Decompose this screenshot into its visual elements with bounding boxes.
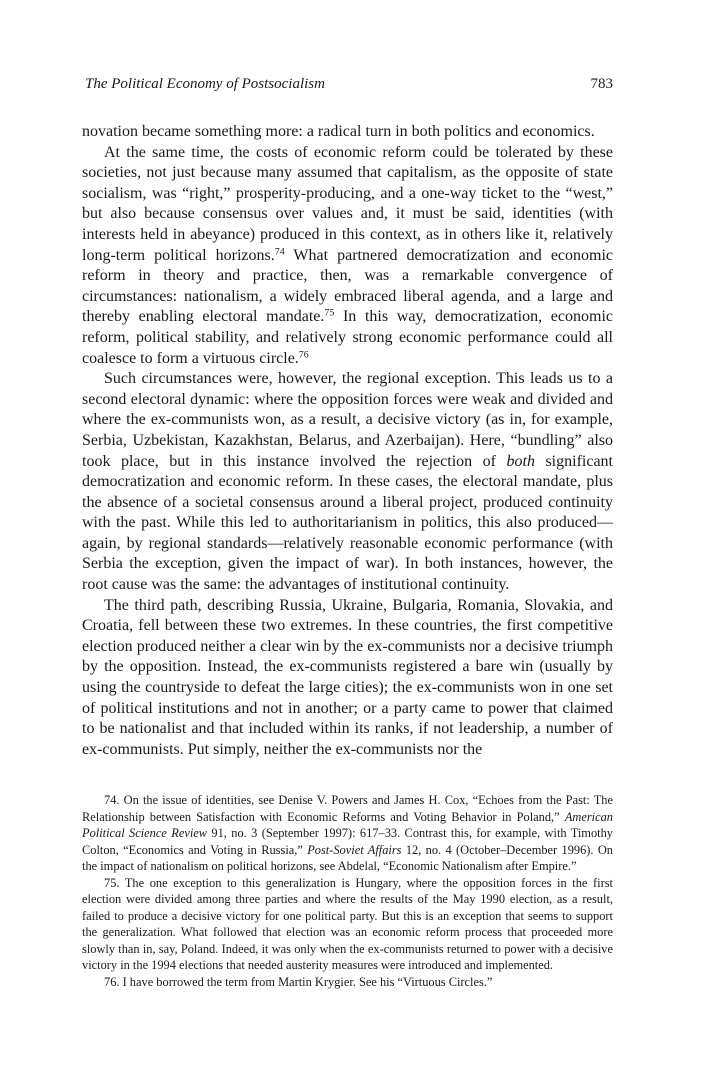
text-span: Such circumstances were, however, the regional exception. This leads us to a second electoral dynamic: where the opposition forces were weak and divided and where the ex-communists won, as a result, a decisive victory (as in, for example, Serbia, Uzbekistan, Kazakhstan, Belarus, and Azerbaijan). Here, “bundling” also took place, but in this instance involved the rejection of [82,370,613,470]
text-span: In this way, democratization, economic reform, political stability, and relatively strong economic performance could all coalesce to form a virtuous circle. [82,308,613,367]
running-header [85,76,613,100]
text-span: 12, no. 4 (October–December 1996). On the impact of nationalism on political horizons, see Abdelal, “Economic Nationalism after Empire.” [82,842,613,874]
text-span: At the same time, the costs of economic reform could be tolerated by these societies, not just because many assumed that capitalism, as the opposite of state socialism, was “right,” prosperity-producing, and a one-way ticket to the “west,” but also because consensus over values and, it must be said, identities (with interests held in abeyance) produced in this context, as in others like it, relatively long-term political horizons. [82,143,613,264]
journal-title: American Political Science Review [82,809,613,841]
text-span: significant democratization and economic reform. In these cases, the electoral mandate, plus the absence of a societal consensus around a liberal project, produced continuity with the past. While this led to authoritarianism in politics, this also produced—again, by regional standards—relatively reasonable economic performance (with Serbia the exception, given the impact of war). In both instances, however, the root cause was the same: the advantages of institutional continuity. [82,452,613,594]
footnotes [82,792,613,991]
text-span: 74. On the issue of identities, see Denise V. Powers and James H. Cox, “Echoes from the Past: The Relationship between Satisfaction with Economic Reforms and Voting Behavior in Poland,” [82,793,613,824]
paragraph [82,143,613,370]
footnote-76: 76. I have borrowed the term from Martin Krygier. See his “Virtuous Circles.” [104,975,493,990]
emphasis: both [506,452,535,470]
footnote-75: 75. The one exception to this generalization is Hungary, where the opposition forces in the first election were divided among three parties and where the results of the May 1990 election, as a result, failed to produce a decisive victory for one political party. But this is an exception that seems to support the generalization. What followed that election was an economic reform process that proceeded more slowly than in, say, Poland. Indeed, it was only when the ex-communists returned to power with a decisive victory in the 1994 elections that needed austerity measures were introduced and implemented. [82,875,613,973]
footnote-ref: 76 [298,349,309,361]
paragraph [82,369,613,596]
running-title: The Political Economy of Postsocialism [85,76,325,92]
journal-title: Post-Soviet Affairs [307,842,402,857]
paragraph: novation became something more: a radical turn in both politics and economics. [82,123,595,140]
footnote-ref: 75 [324,307,335,319]
text-span: What partnered democratization and economic reform in theory and practice, then, was a remarkable convergence of circumstances: nationalism, a widely embraced liberal agenda, and a large and thereby enabling electoral mandate. [82,246,614,326]
page-number: 783 [590,76,613,92]
text-span: 91, no. 3 (September 1997): 617–33. Contrast this, for example, with Timothy Colton, “Economics and Voting in Russia,” [82,826,613,857]
body-text [82,122,613,760]
footnote-74 [82,792,613,875]
footnote-ref: 74 [274,246,285,258]
paragraph: The third path, describing Russia, Ukraine, Bulgaria, Romania, Slovakia, and Croatia, fell between these two extremes. In these countries, the first competitive election produced neither a clear win by the ex-communists nor a decisive triumph by the opposition. Instead, the ex-communists registered a bare win (usually by using the countryside to defeat the large cities); the ex-communists won in one set of political institutions and not in another; or a party came to power that claimed to be nationalist and that included within its ranks, if not leadership, a number of ex-communists. Put simply, neither the ex-communists nor the [82,596,613,758]
